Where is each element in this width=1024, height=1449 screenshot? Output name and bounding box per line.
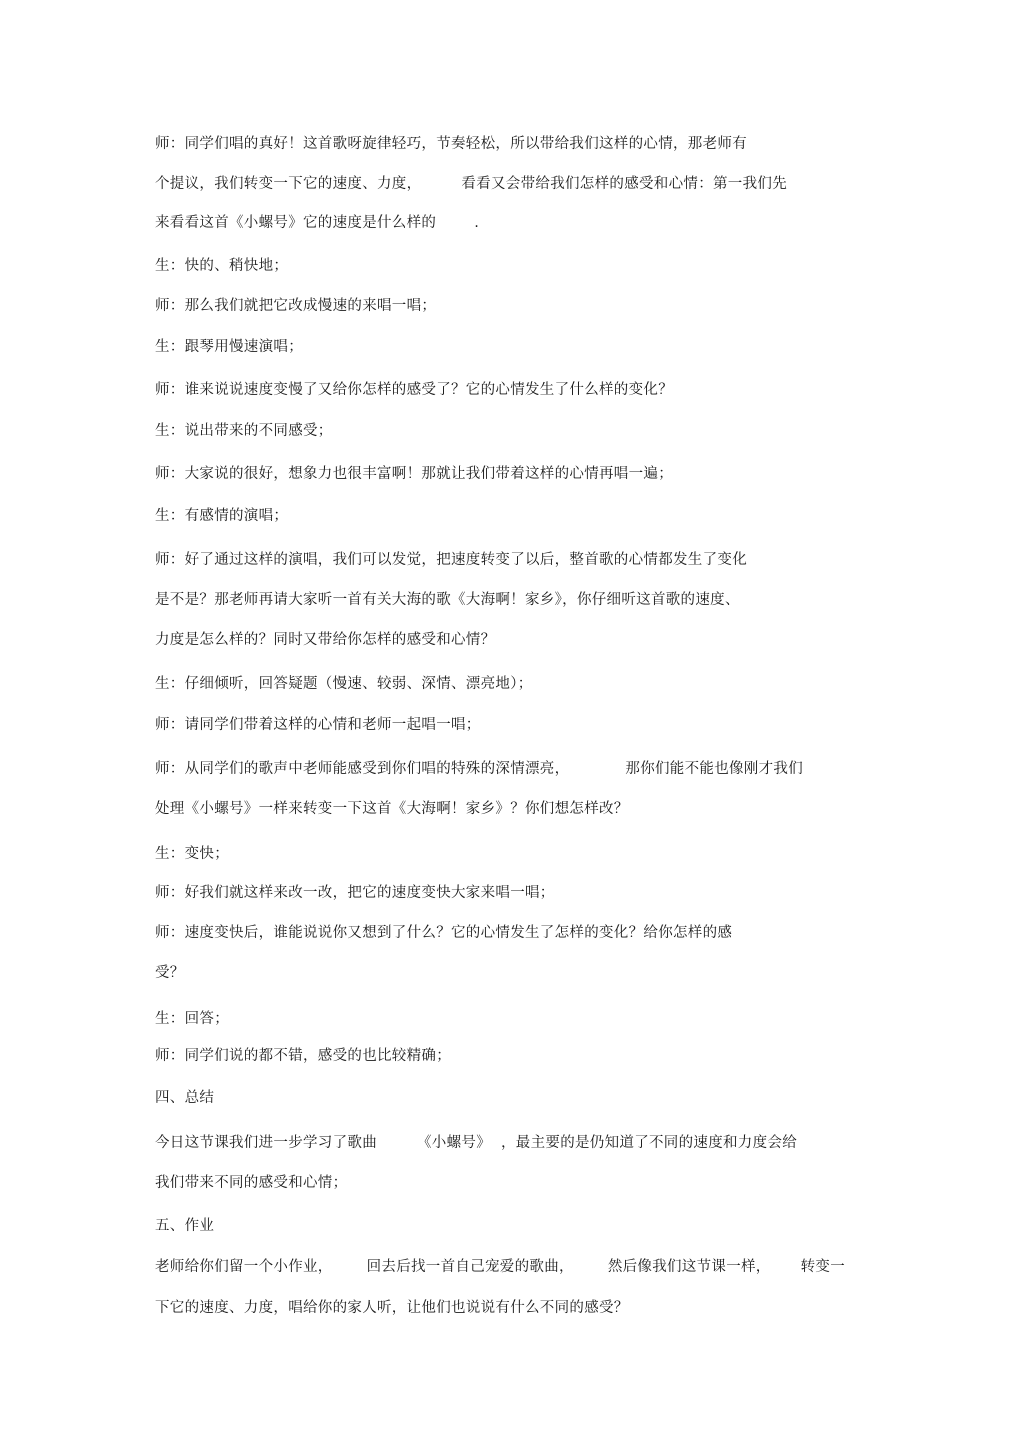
text-line-11: 师：好了通过这样的演唱，我们可以发觉，把速度转变了以后，整首歌的心情都发生了变化 (155, 552, 747, 568)
text-line-28: 老师给你们留一个小作业， 回去后找一首自己宠爱的歌曲， 然后像我们这节课一样， 转变一 (155, 1259, 846, 1275)
text-line-8: 生：说出带来的不同感受； (155, 423, 333, 439)
text-line-19: 师：好我们就这样来改一改，把它的速度变快大家来唱一唱； (155, 885, 555, 901)
text-line-21: 受？ (155, 965, 185, 981)
text-line-7: 师：谁来说说速度变慢了又给你怎样的感受了？它的心情发生了什么样的变化？ (155, 382, 673, 398)
text-line-3: 来看看这首《小螺号》它的速度是什么样的 . (155, 215, 480, 231)
text-line-13: 力度是怎么样的？同时又带给你怎样的感受和心情？ (155, 632, 496, 648)
text-line-23: 师：同学们说的都不错，感受的也比较精确； (155, 1048, 451, 1064)
text-line-22: 生：回答； (155, 1011, 229, 1027)
text-line-6: 生：跟琴用慢速演唱； (155, 339, 303, 355)
text-line-12: 是不是？那老师再请大家听一首有关大海的歌《大海啊！家乡》，你仔细听这首歌的速度、 (155, 592, 740, 608)
text-line-16: 师：从同学们的歌声中老师能感受到你们唱的特殊的深情漂亮， 那你们能不能也像刚才我们 (155, 761, 804, 777)
text-line-1: 师：同学们唱的真好！这首歌呀旋律轻巧，节奏轻松，所以带给我们这样的心情，那老师有 (155, 136, 747, 152)
text-line-10: 生：有感情的演唱； (155, 508, 289, 524)
text-line-20: 师：速度变快后，谁能说说你又想到了什么？它的心情发生了怎样的变化？给你怎样的感 (155, 925, 733, 941)
text-line-25: 今日这节课我们进一步学习了歌曲 《小螺号》 ，最主要的是仍知道了不同的速度和力度会给 (155, 1135, 797, 1151)
text-line-2: 个提议，我们转变一下它的速度、力度， 看看又会带给我们怎样的感受和心情：第一我们先 (155, 176, 788, 192)
text-line-29: 下它的速度、力度，唱给你的家人听，让他们也说说有什么不同的感受？ (155, 1300, 629, 1316)
text-line-18: 生：变快； (155, 846, 229, 862)
text-line-4: 生：快的、稍快地； (155, 258, 289, 274)
text-line-26: 我们带来不同的感受和心情； (155, 1175, 348, 1191)
section-heading-homework: 五、作业 (155, 1218, 215, 1234)
text-line-9: 师：大家说的很好，想象力也很丰富啊！那就让我们带着这样的心情再唱一遍； (155, 466, 673, 482)
text-line-17: 处理《小螺号》一样来转变一下这首《大海啊！家乡》？你们想怎样改？ (155, 801, 629, 817)
text-line-15: 师：请同学们带着这样的心情和老师一起唱一唱； (155, 717, 481, 733)
text-line-5: 师：那么我们就把它改成慢速的来唱一唱； (155, 298, 437, 314)
text-line-14: 生：仔细倾听，回答疑题（慢速、较弱、深情、漂亮地）； (155, 676, 533, 692)
section-heading-summary: 四、总结 (155, 1090, 215, 1106)
